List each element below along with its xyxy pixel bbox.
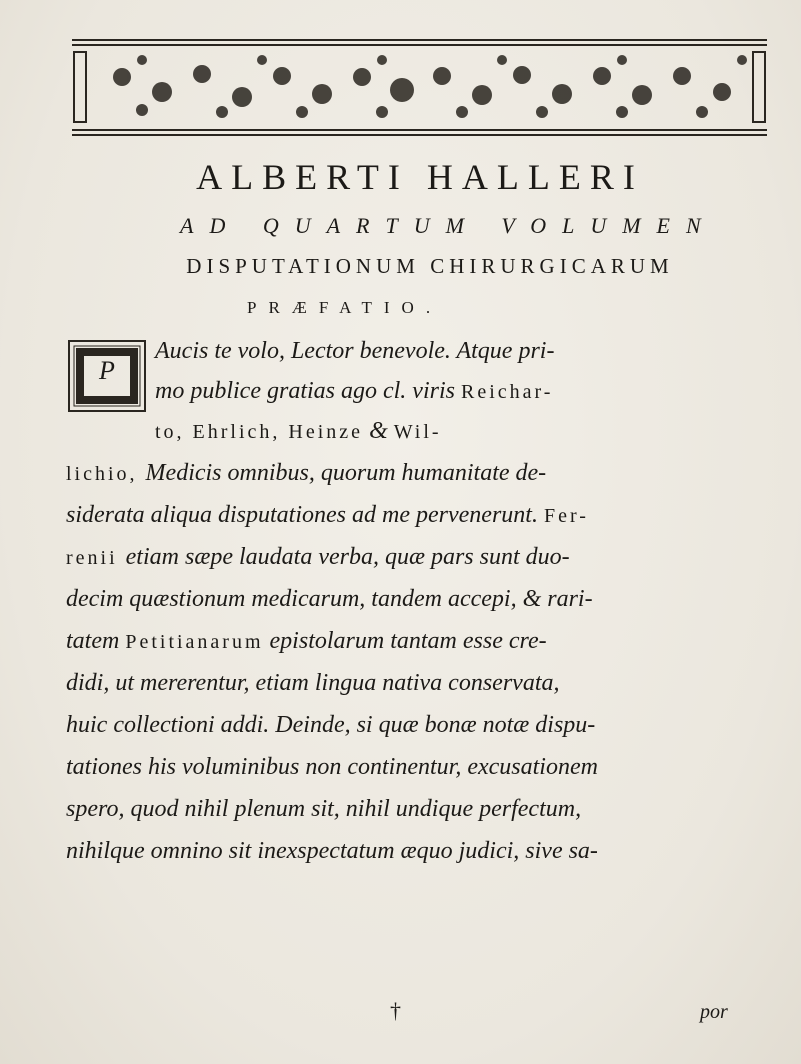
text-line bbox=[66, 586, 593, 613]
text-line bbox=[155, 378, 553, 405]
author-title: ALBERTI HALLERI bbox=[196, 157, 644, 197]
italic-text: spero, quod nihil plenum sit, nihil undique perfectum, bbox=[66, 796, 582, 822]
italic-text: huic collectioni addi. Deinde, si quæ bonæ notæ dispu- bbox=[66, 712, 596, 738]
text-line bbox=[66, 712, 595, 739]
italic-text: siderata aliqua disputationes ad me pervenerunt. bbox=[66, 502, 544, 528]
text-line bbox=[66, 670, 560, 697]
small-caps-text: Fer- bbox=[543, 505, 589, 527]
ornamental-headpiece bbox=[62, 32, 777, 144]
text-line bbox=[66, 460, 546, 487]
text-line bbox=[66, 796, 581, 823]
italic-text: etiam sæpe laudata verba, quæ pars sunt duo- bbox=[125, 544, 570, 570]
initial-letter: P bbox=[99, 356, 115, 385]
text-line bbox=[66, 502, 589, 529]
decorated-initial bbox=[68, 340, 146, 412]
italic-text: decim quæstionum medicarum, tandem accepi, & rari- bbox=[66, 586, 593, 612]
text-line bbox=[66, 544, 570, 571]
italic-text: tationes his voluminibus non continentur, excusationem bbox=[66, 754, 598, 780]
italic-text: didi, ut mererentur, etiam lingua nativa conservata, bbox=[66, 670, 560, 696]
signature-mark: † bbox=[390, 998, 401, 1023]
italic-text: Aucis te volo, Lector benevole. Atque pri- bbox=[155, 338, 555, 364]
section-heading: PRÆFATIO. bbox=[247, 298, 443, 317]
small-caps-text: Wil- bbox=[393, 421, 442, 443]
italic-text: tatem bbox=[66, 628, 126, 654]
text-line bbox=[66, 754, 598, 781]
italic-text: nihilque omnino sit inexspectatum æquo judici, sive sa- bbox=[66, 838, 598, 864]
italic-text: Medicis omnibus, quorum humanitate de- bbox=[145, 460, 547, 486]
text-line bbox=[155, 418, 442, 445]
catchword: por bbox=[700, 1001, 728, 1023]
italic-text: & bbox=[363, 418, 394, 444]
work-title: DISPUTATIONUM CHIRURGICARUM bbox=[186, 254, 674, 278]
small-caps-text: renii bbox=[66, 547, 126, 569]
small-caps-text: Reichar- bbox=[460, 381, 554, 403]
italic-text: mo publice gratias ago cl. viris bbox=[155, 378, 461, 404]
italic-text: epistolarum tantam esse cre- bbox=[263, 628, 547, 654]
small-caps-text: Petitianarum bbox=[125, 631, 264, 653]
text-line bbox=[66, 628, 547, 655]
text-line bbox=[66, 838, 598, 865]
small-caps-text: to, Ehrlich, Heinze bbox=[155, 421, 364, 443]
volume-subtitle: AD QUARTUM VOLUMEN bbox=[180, 213, 717, 238]
small-caps-text: lichio, bbox=[66, 463, 146, 485]
text-line bbox=[155, 338, 554, 365]
